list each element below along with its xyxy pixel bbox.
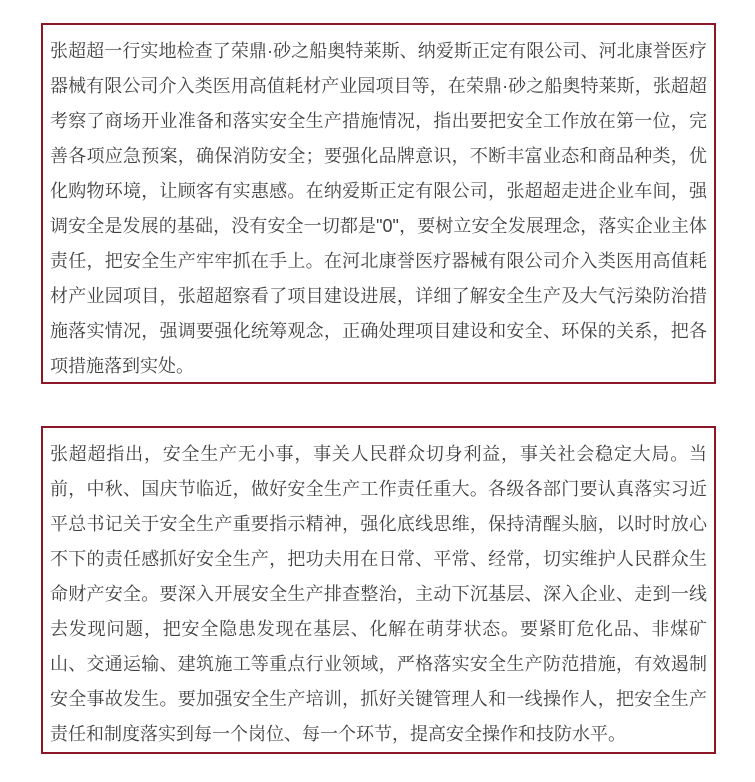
paragraph-2-text: 张超超指出，安全生产无小事，事关人民群众切身利益，事关社会稳定大局。当前，中秋、国庆节临近，做好安全生产工作责任重大。各级各部门要认真落实习近平总书记关于安全生产重要指示精神，强化底线思维，保持清醒头脑，以时时放心不下的责任感抓好安全生产，把功夫用在日常、平常、经常，切实维护人民群众生命财产安全。要深入开展安全生产排查整治，主动下沉基层、深入企业、走到一线去发现问题，把安全隐患发现在基层、化解在萌芽状态。要紧盯危化品、非煤矿山、交通运输、建筑施工等重点行业领域，严格落实安全生产防范措施，有效遏制安全事故发生。要加强安全生产培训，抓好关键管理人和一线操作人，把安全生产责任和制度落实到每一个岗位、每一个环节，提高安全操作和技防水平。 — [50, 444, 707, 744]
paragraph-1-text: 张超超一行实地检查了荣鼎·砂之船奥特莱斯、纳爱斯正定有限公司、河北康誉医疗器械有限公司介入类医用高值耗材产业园项目等，在荣鼎·砂之船奥特莱斯，张超超考察了商场开业准备和落实安全生产措施情况，指出要把安全工作放在第一位，完善各项应急预案，确保消防安全；要强化品牌意识，不断丰富业态和商品种类，优化购物环境，让顾客有实惠感。在纳爱斯正定有限公司，张超超走进企业车间，强调安全是发展的基础，没有安全一切都是"0"，要树立安全发展理念，落实企业主体责任，把安全生产牢牢抓在手上。在河北康誉医疗器械有限公司介入类医用高值耗材产业园项目，张超超察看了项目建设进展，详细了解安全生产及大气污染防治措施落实情况，强调要强化统筹观念，正确处理项目建设和安全、环保的关系，把各项措施落到实处。 — [50, 41, 707, 376]
paragraph-box-1 — [41, 23, 716, 384]
paragraph-box-2 — [41, 426, 716, 754]
